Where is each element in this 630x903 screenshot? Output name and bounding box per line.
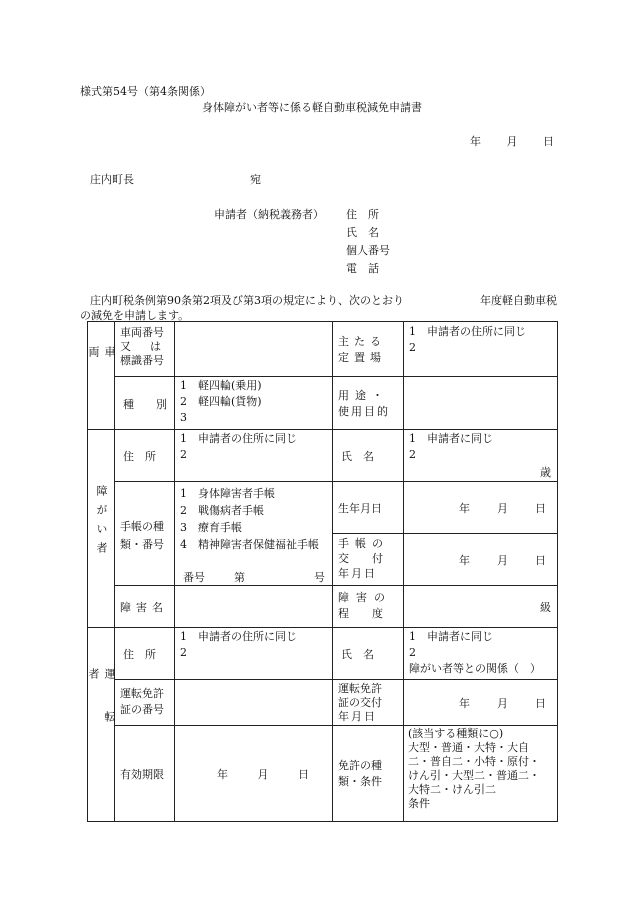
driver-name-label-cell <box>333 628 404 680</box>
use-label-cell <box>333 377 404 430</box>
license-type-hint: (該当する種類に○) <box>408 727 504 740</box>
driver-section-text: 運転者 <box>87 668 116 754</box>
applicant-phone-field: 電 話 <box>346 262 379 275</box>
disability-name-label: 障害名 <box>120 601 168 614</box>
storage-input[interactable] <box>404 322 558 377</box>
applicant-address-field: 住 所 <box>346 208 379 221</box>
handbook-option-2: 2 戦傷病者手帳 <box>180 504 264 517</box>
degree-input[interactable] <box>404 586 558 628</box>
date-month: 月 <box>506 135 518 148</box>
handbook-option-1: 1 身体障害者手帳 <box>180 487 275 500</box>
issue-date-label-cell <box>333 534 404 586</box>
addressee-honorific: 宛 <box>250 173 261 186</box>
driver-section-label <box>87 668 116 783</box>
driver-row-1 <box>88 628 558 680</box>
expiry-label-cell <box>115 726 175 822</box>
header-date <box>470 133 554 149</box>
applicant-name-field: 氏 名 <box>346 226 379 239</box>
handbook-input[interactable] <box>175 482 333 586</box>
birthdate-year: 年 <box>459 502 470 515</box>
disability-name-input[interactable] <box>175 586 333 628</box>
license-no-label-line1: 運転免許 <box>120 687 164 700</box>
driver-name-input[interactable] <box>404 628 558 680</box>
person-section-text: 障がい者 <box>95 485 108 561</box>
license-no-label-cell <box>115 680 175 726</box>
person-row-1 <box>88 430 558 482</box>
driver-address-label: 住 所 <box>123 648 156 661</box>
driver-section-cell <box>88 628 115 822</box>
license-issue-input[interactable] <box>404 680 558 726</box>
grade-suffix: 級 <box>540 601 551 614</box>
driver-row-3 <box>88 726 558 822</box>
type-option-2: 2 軽四輪(貨物) <box>180 395 262 408</box>
storage-option-2: 2 <box>409 341 416 354</box>
person-row-4 <box>88 586 558 628</box>
degree-label-line2: 程 度 <box>338 607 389 620</box>
person-name-option-2: 2 <box>409 448 416 461</box>
form-number: 様式第54号（第4条関係） <box>80 85 211 98</box>
expiry-label: 有効期限 <box>120 768 164 781</box>
storage-option-1: 1 申請者の住所に同じ <box>409 325 526 338</box>
use-input[interactable] <box>404 377 558 430</box>
vehicle-row-1 <box>88 322 558 377</box>
storage-label-line2: 定置場 <box>338 351 386 364</box>
expiry-input[interactable] <box>175 726 333 822</box>
reg-label-cell <box>115 322 175 377</box>
application-table <box>87 321 558 822</box>
license-no-input[interactable] <box>175 680 333 726</box>
expiry-day: 日 <box>298 768 309 781</box>
license-type-line2: 二・普自二・小特・原付・ <box>408 755 540 768</box>
driver-row-2 <box>88 680 558 726</box>
handbook-label-line2: 類・番号 <box>120 538 164 551</box>
date-day: 日 <box>543 135 554 148</box>
intro-line-2: の減免を申請します。 <box>80 309 190 322</box>
reg-label-line2: 又 は <box>120 340 165 353</box>
license-type-label-line1: 免許の種 <box>338 759 382 772</box>
license-issue-year: 年 <box>459 697 470 710</box>
vehicle-section-label <box>87 346 116 410</box>
birthdate-input[interactable] <box>404 482 558 534</box>
license-type-line3: けん引・大型二・普通二・ <box>408 769 540 782</box>
date-year: 年 <box>470 135 481 148</box>
driver-address-option-2: 2 <box>180 646 187 659</box>
issue-date-label-line2: 交 付 <box>338 552 389 565</box>
storage-label-cell <box>333 322 404 377</box>
issue-year: 年 <box>459 554 470 567</box>
birthdate-month: 月 <box>497 502 508 515</box>
person-name-input[interactable] <box>404 430 558 482</box>
vehicle-row-2 <box>88 377 558 430</box>
issue-date-date <box>459 552 546 568</box>
license-issue-date <box>459 695 546 711</box>
type-input[interactable] <box>175 377 333 430</box>
age-suffix: 歳 <box>540 466 551 479</box>
license-issue-label-cell <box>333 680 404 726</box>
reg-label-line1: 車両番号 <box>120 326 164 339</box>
handbook-option-3: 3 療育手帳 <box>180 521 242 534</box>
driver-name-option-1: 1 申請者に同じ <box>409 630 493 643</box>
use-label-line1: 用途・ <box>338 389 389 402</box>
person-name-label: 氏 名 <box>341 450 374 463</box>
license-issue-day: 日 <box>535 697 546 710</box>
birthdate-date <box>459 500 546 516</box>
person-section-label <box>94 485 108 569</box>
license-issue-label-line3: 年月日 <box>338 710 377 723</box>
license-type-line4: 大特二・けん引二 <box>408 783 496 796</box>
vehicle-section-text: 車両 <box>87 346 116 385</box>
person-address-option-2: 2 <box>180 448 187 461</box>
driver-name-label: 氏 名 <box>341 648 374 661</box>
issue-month: 月 <box>497 554 508 567</box>
type-option-1: 1 軽四輪(乗用) <box>180 379 262 392</box>
use-label-line2: 使用目的 <box>338 405 390 418</box>
driver-address-label-cell <box>115 628 175 680</box>
expiry-year: 年 <box>217 768 228 781</box>
applicant-fields <box>346 206 390 278</box>
license-issue-label-line2: 証の交付 <box>338 696 382 709</box>
person-name-label-cell <box>333 430 404 482</box>
type-label: 種別 <box>123 398 189 411</box>
person-address-label: 住 所 <box>123 450 156 463</box>
handbook-label-cell <box>115 482 175 586</box>
handbook-option-4: 4 精神障害者保健福祉手帳 <box>180 538 319 551</box>
license-no-label-line2: 証の番号 <box>120 703 164 716</box>
issue-day: 日 <box>535 554 546 567</box>
form-title: 身体障がい者等に係る軽自動車税減免申請書 <box>202 101 422 114</box>
issue-date-input[interactable] <box>404 534 558 586</box>
license-type-label-cell <box>333 726 404 822</box>
reg-number-input[interactable] <box>175 322 333 377</box>
handbook-number-suffix: 号 <box>314 571 325 584</box>
person-section-cell <box>88 430 115 628</box>
driver-relation: 障がい者等との関係（ ） <box>409 662 541 675</box>
license-type-line1: 大型・普通・大特・大自 <box>408 741 529 754</box>
handbook-number-line <box>183 569 325 585</box>
license-issue-label-line1: 運転免許 <box>338 682 382 695</box>
birthdate-label: 生年月日 <box>338 502 382 515</box>
intro-year-suffix: 年度軽自動車税 <box>480 294 557 307</box>
handbook-number-prefix: 第 <box>234 571 245 584</box>
disability-name-label-cell <box>115 586 175 628</box>
driver-address-input[interactable] <box>175 628 333 680</box>
type-option-3: 3 <box>180 411 187 424</box>
intro-line-1: 庄内町税条例第90条第2項及び第3項の規定により、次のとおり <box>90 294 404 307</box>
issue-date-label-line3: 年月日 <box>338 567 377 580</box>
handbook-number-label: 番号 <box>183 571 205 584</box>
person-address-input[interactable] <box>175 430 333 482</box>
driver-name-option-2: 2 <box>409 646 416 659</box>
expiry-date <box>217 766 309 782</box>
degree-label-cell <box>333 586 404 628</box>
applicant-mynumber-field: 個人番号 <box>346 244 390 257</box>
birthdate-label-cell <box>333 482 404 534</box>
person-name-option-1: 1 申請者に同じ <box>409 432 493 445</box>
degree-label-line1: 障害の <box>338 591 392 604</box>
driver-address-option-1: 1 申請者の住所に同じ <box>180 630 297 643</box>
addressee: 庄内町長 <box>90 173 134 186</box>
license-type-input[interactable] <box>404 726 558 822</box>
birthdate-day: 日 <box>535 502 546 515</box>
person-address-option-1: 1 申請者の住所に同じ <box>180 432 297 445</box>
storage-label-line1: 主たる <box>338 335 386 348</box>
expiry-month: 月 <box>257 768 269 781</box>
person-row-2 <box>88 482 558 534</box>
license-issue-month: 月 <box>497 697 508 710</box>
handbook-label-line1: 手帳の種 <box>120 520 164 533</box>
issue-date-label-line1: 手帳の <box>338 537 389 550</box>
applicant-label: 申請者（納税義務者） <box>214 208 324 221</box>
license-type-label-line2: 類・条件 <box>338 775 382 788</box>
person-address-label-cell <box>115 430 175 482</box>
license-condition-label: 条件 <box>408 797 430 810</box>
reg-label-line3: 標識番号 <box>120 354 164 367</box>
vehicle-section-cell <box>88 322 115 430</box>
type-label-cell <box>115 377 189 430</box>
